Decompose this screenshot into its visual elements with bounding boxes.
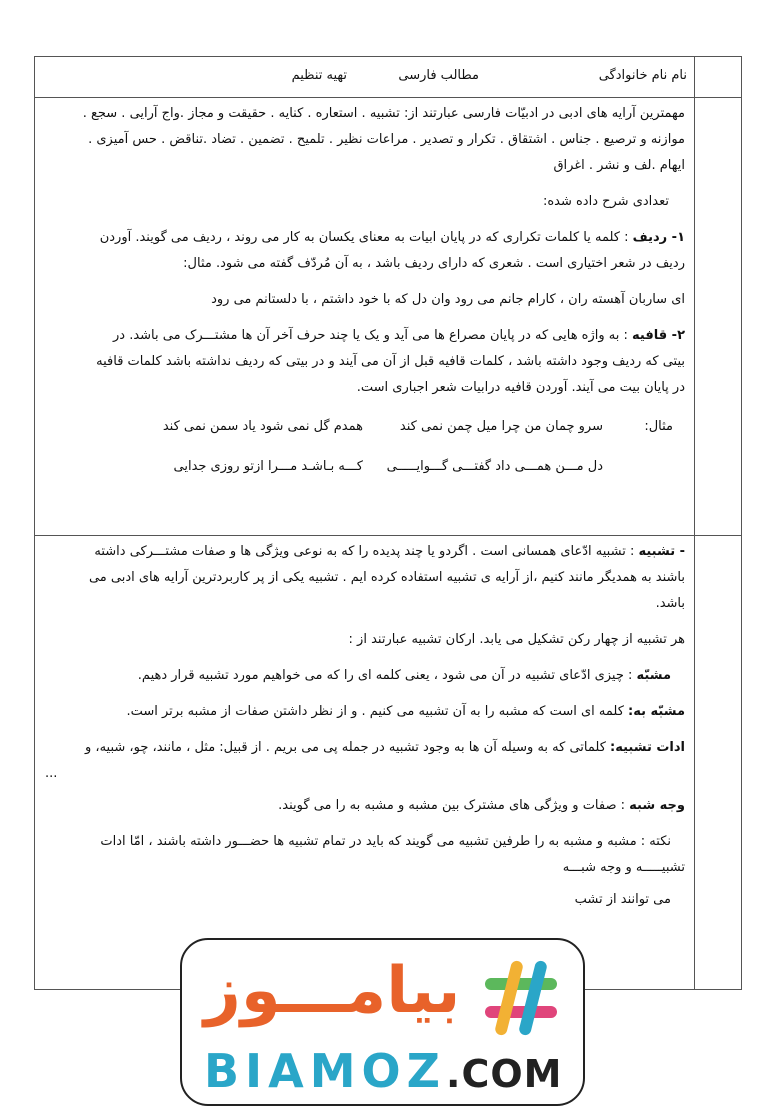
logo-brand: BIAMOZ (204, 1044, 447, 1098)
qafiye-text: : به واژه هایی که در پایان مصراع ها می آید و یک یا چند حرف آخر آن ها مشتـــرک می باشد. در (113, 328, 633, 343)
margin-column-divider (694, 57, 695, 989)
qafiye-line: بیتی که ردیف وجود داشته باشد ، کلمات قافیه قبل از آن می آیند و در بیتی که ردیف نداشته باشد کلمات قافیه (96, 354, 685, 369)
intro-line: مهمترین آرایه های ادبی در ادبیّات فارسی عبارتند از: تشبیه . استعاره . کنایه . حقیقت و مجاز .واج آرایی . سجع . (82, 106, 685, 121)
verse-hemistich: دل مـــن همـــی داد گفتـــی گـــوایـــــی (386, 459, 603, 474)
logo-latin-text (204, 1044, 562, 1098)
section-tashbih (45, 539, 685, 913)
moshabbahbeh-text: کلمه ای است که مشبه را به آن تشبیه می کنیم . و از نظر داشتن صفات از مشبه برتر است. (126, 704, 629, 719)
radif-text: : کلمه یا کلمات تکراری که در پایان ابیات به معنای یکسان به کار می روند ، ردیف می گویند. آوردن (99, 230, 633, 245)
verse-row (45, 447, 685, 487)
radif-example: ای ساربان آهسته ران ، کارام جانم می رود وان دل که با خود داشتم ، با دلستانم می رود (211, 292, 685, 307)
tashbih-definition (45, 539, 685, 565)
note-line: می توانند از تشب (574, 892, 671, 907)
radif-line: ردیف در شعر اختیاری است . شعری که دارای ردیف باشد ، به آن مُردّف گفته می شود. مثال: (183, 256, 685, 271)
vajh-text: : صفات و ویژگی های مشترک بین مشبه و مشبه به را می گویند. (278, 798, 630, 813)
adat-text: کلماتی که به وسیله آن ها به وجود تشبیه در جمله پی می بریم . از قبیل: مثل ، مانند، چو، شبیه، و (84, 740, 611, 755)
tashbih-line: باشند به همدیگر مانند کنیم ،از آرایه ی تشبیه استفاده کرده ایم . تشبیه یکی از پر کاربردترین آرایه های ادبی می (88, 570, 685, 585)
qafiye-definition (45, 323, 685, 349)
verse-hemistich: سرو چمان من چرا میل چمن نمی کند (399, 419, 603, 434)
adat-title: ادات تشبیه: (610, 740, 685, 755)
prepared-by-label: تهیه تنظیم (291, 68, 347, 83)
moshabbahbeh-title: مشبّه به: (628, 704, 685, 719)
radif-definition (45, 225, 685, 251)
tashbih-text: : تشبیه ادّعای همسانی است . اگردو یا چند پدیده را که به نوعی ویژگی ها و صفات مشتـــرکی داشته (94, 544, 639, 559)
verse-hemistich: همدم گل نمی شود یاد سمن نمی کند (162, 419, 363, 434)
logo-persian-text: بیامـــوز (204, 954, 461, 1028)
moshabbahbeh-definition (45, 699, 685, 725)
adat-definition (45, 735, 685, 761)
section-literary-devices (45, 101, 685, 487)
header-divider (35, 97, 741, 98)
intro-line: موازنه و ترصیع . جناس . اشتقاق . تکرار و تصدیر . مراعات نظیر . تلمیح . تضمین . تضاد .تناقض . حس آمیزی . (88, 132, 685, 147)
verse-hemistich: کـــه بـاشـد مـــرا ازتو روزی جدایی (173, 459, 363, 474)
note-line: تشبیـــــه و وجه شبـــه (562, 860, 685, 875)
count-note: تعدادی شرح داده شده: (542, 194, 669, 209)
hashtag-icon (481, 958, 561, 1038)
example-label: مثال: (644, 419, 673, 434)
tashbih-line: باشد. (655, 596, 685, 611)
radif-title: ۱- ردیف (632, 230, 685, 245)
moshabbah-definition (45, 663, 685, 689)
moshabbah-title: مشبّه (636, 668, 671, 683)
section-divider (35, 535, 741, 536)
vajh-definition (45, 793, 685, 819)
tashbih-title: - تشبیه (638, 544, 685, 559)
subject-title: مطالب فارسی (398, 68, 479, 83)
worksheet-frame (34, 56, 742, 990)
intro-line: ایهام .لف و نشر . اغراق (553, 158, 685, 173)
qafiye-title: ۲- قافیه (632, 328, 685, 343)
adat-continuation: ... (45, 766, 58, 781)
moshabbah-text: : چیزی ادّعای تشبیه در آن می شود ، یعنی کلمه ای را که می خواهیم مورد تشبیه قرار دهیم. (137, 668, 637, 683)
vajh-title: وجه شبه (629, 798, 685, 813)
name-label: نام نام خانوادگی (598, 68, 687, 83)
qafiye-line: در پایان بیت می آیند. آوردن قافیه درابیات شعر اجباری است. (356, 380, 685, 395)
verse-row (45, 407, 685, 447)
pillars-intro: هر تشبیه از چهار رکن تشکیل می یابد. ارکان تشبیه عبارتند از : (348, 632, 685, 647)
logo-domain: .COM (446, 1052, 563, 1096)
note-line: نکته : مشبه و مشبه به را طرفین تشبیه می گویند که باید در تمام تشبیه ها حضـــور داشته باشند ، امّا ادات (100, 834, 671, 849)
biamoz-logo (180, 938, 585, 1106)
